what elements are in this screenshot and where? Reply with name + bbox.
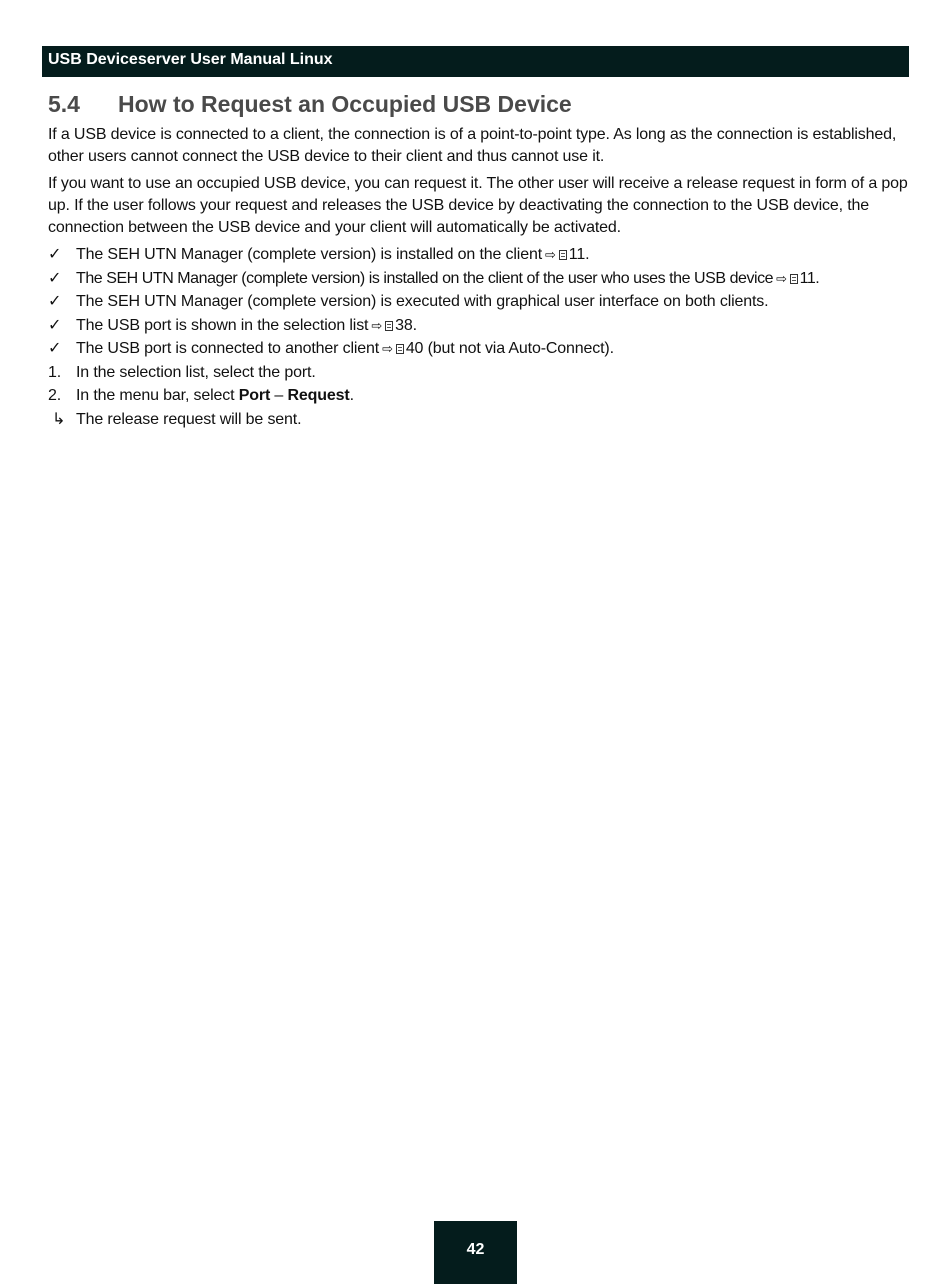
page-content: [48, 88, 910, 432]
arrow-right-icon: ⇨: [382, 341, 393, 356]
prerequisite-item: [48, 291, 910, 313]
prerequisite-text: [76, 268, 819, 290]
reference-page-number: 40: [405, 340, 424, 357]
page-icon: [559, 250, 567, 260]
step-item: [48, 385, 910, 407]
page-reference-link[interactable]: [542, 246, 585, 263]
check-icon: ✓: [48, 316, 62, 334]
reference-page-number: 38: [395, 316, 413, 334]
request-paragraph: If you want to use an occupied USB device, you can request it. The other user will receive a release request in form of a pop up. If the user follows your request and releases the USB device by deactivating the connection to the USB device, the connection between the USB device and your client will automatically be activated.: [48, 175, 908, 236]
check-icon: ✓: [48, 246, 62, 263]
prerequisite-text: The SEH UTN Manager (complete version) is executed with graphical user interface on both clients.: [76, 293, 769, 310]
prerequisite-item: [48, 338, 910, 360]
menu-command-request: Request: [287, 387, 350, 404]
step-text: In the selection list, select the port.: [76, 363, 316, 381]
prerequisite-label: The USB port is shown in the selection list: [76, 316, 369, 334]
page-icon: [790, 274, 798, 284]
page-reference-link[interactable]: [368, 317, 412, 334]
check-icon: ✓: [48, 269, 62, 287]
step-number: 2.: [48, 387, 62, 404]
prerequisite-item: [48, 244, 910, 266]
intro-paragraph: If a USB device is connected to a client, the connection is of a point-to-point type. As long as the connection is established, other users cannot connect the USB device to their client and thus cannot use it.: [48, 126, 897, 165]
prerequisite-text: [76, 315, 417, 337]
menu-separator: –: [270, 387, 288, 404]
step-number: 1.: [48, 363, 62, 381]
prerequisite-text: [76, 244, 589, 266]
prerequisite-label: The SEH UTN Manager (complete version) is installed on the client of the user who uses the USB device: [76, 269, 774, 287]
section-number: 5.4: [48, 91, 80, 117]
arrow-right-icon: ⇨: [776, 270, 787, 286]
prerequisite-label: The SEH UTN Manager (complete version) is installed on the client: [76, 246, 543, 263]
step-text: [76, 385, 354, 407]
reference-page-number: 11: [568, 246, 586, 263]
section-title: How to Request an Occupied USB Device: [118, 91, 572, 117]
page-number-box: [434, 1221, 517, 1284]
check-icon: ✓: [48, 340, 62, 357]
prerequisite-suffix: .: [412, 316, 417, 334]
prerequisite-suffix: .: [585, 246, 590, 263]
arrow-right-icon: ⇨: [545, 247, 556, 262]
manual-header-bar: [42, 46, 909, 77]
prerequisite-suffix: (but not via Auto-Connect).: [423, 340, 614, 357]
arrow-right-icon: ⇨: [371, 317, 383, 333]
result-item: [48, 409, 910, 431]
manual-title: USB Deviceserver User Manual Linux: [48, 51, 333, 68]
reference-page-number: 11: [799, 269, 816, 287]
prerequisite-suffix: .: [815, 269, 820, 287]
check-icon: ✓: [48, 293, 62, 310]
return-arrow-icon: ↳: [52, 410, 66, 428]
prerequisite-text: [76, 338, 614, 360]
menu-name-port: Port: [238, 387, 271, 404]
step-prefix: In the menu bar, select: [76, 387, 239, 404]
section-heading: [48, 88, 910, 120]
page-number: 42: [466, 1241, 485, 1258]
prerequisite-item: [48, 268, 910, 290]
page-reference-link[interactable]: [773, 270, 815, 287]
result-text: The release request will be sent.: [76, 410, 302, 428]
prerequisite-item: [48, 315, 910, 337]
step-item: [48, 362, 910, 384]
page-reference-link[interactable]: [379, 340, 423, 357]
page-icon: [385, 321, 393, 331]
prerequisite-label: The USB port is connected to another client: [76, 340, 380, 357]
page-icon: [396, 344, 404, 354]
step-suffix: .: [349, 387, 354, 404]
